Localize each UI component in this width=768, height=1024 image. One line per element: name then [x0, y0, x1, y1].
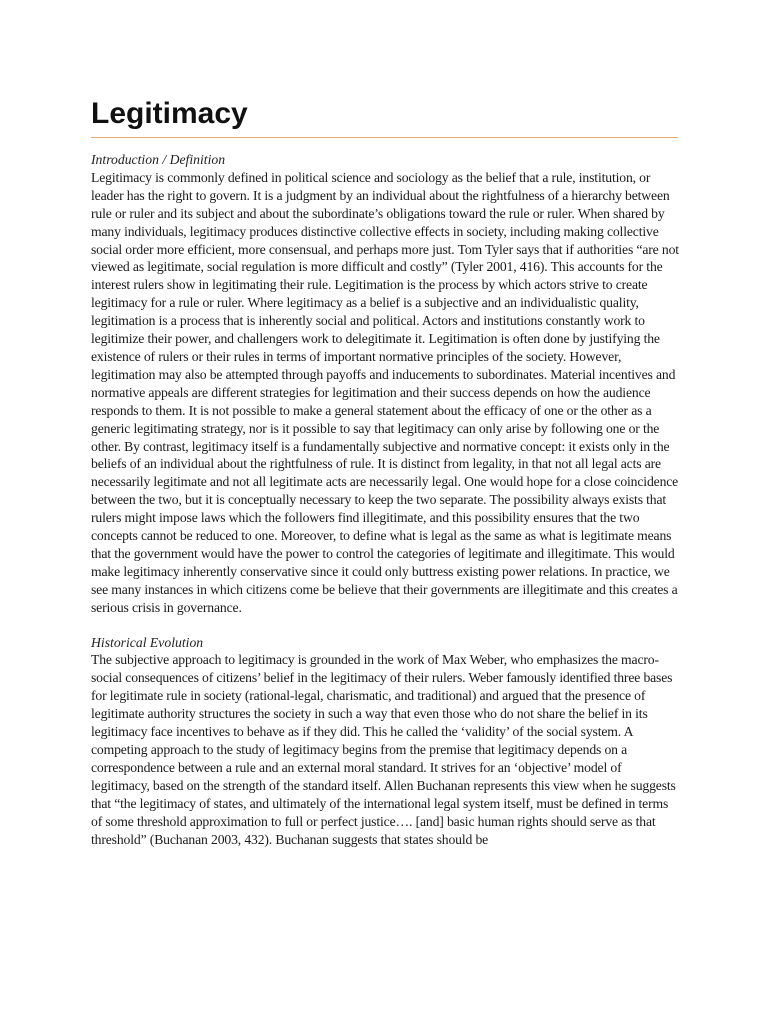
document-title: Legitimacy	[91, 97, 248, 130]
document-body	[91, 151, 681, 848]
section-heading: Historical Evolution	[91, 634, 204, 650]
section-heading: Introduction / Definition	[91, 152, 226, 167]
section-paragraph: Legitimacy is commonly defined in political science and sociology as the belief that a rule, institution, or leader has the right to govern. It is a judgment by an individual about the rightfulness of a hierarchy between rule or ruler and its subject and about the subordinate’s obligations toward the rule or ruler. When shared by many individuals, legitimacy produces distinctive collective effects in society, including making collective social order more efficient, more consensual, and perhaps more just. Tom Tyler says that if authorities “are not viewed as legitimate, social regulation is more difficult and costly” (Tyler 2001, 416). This accounts for the interest rulers show in legitimating their rule. Legitimation is the process by which actors strive to create legitimacy for a rule or ruler. Where legitimacy as a belief is a subjective and an individualistic quality, legitimation is a process that is inherently social and political. Actors and institutions constantly work to legitimize their power, and challengers work to delegitimate it. Legitimation is often done by justifying the existence of rulers or their rules in terms of important normative principles of the society. However, legitimation may also be attempted through payoffs and inducements to subordinates. Material incentives and normative appeals are different strategies for legitimation and their success depends on how the audience responds to them. It is not possible to make a general statement about the efficacy of one or the other as a generic legitimating strategy, nor is it possible to say that legitimacy can only arise by following one or the other. By contrast, legitimacy itself is a fundamentally subjective and normative concept: it exists only in the beliefs of an individual about the rightfulness of rule. It is distinct from legality, in that not all legal acts are necessarily legitimate and not all legitimate acts are necessarily legal. One would hope for a close coincidence between the two, but it is conceptually necessary to keep the two separate. The possibility always exists that rulers might impose laws which the followers find illegitimate, and this possibility ensures that the two concepts cannot be reduced to one. Moreover, to define what is legal as the same as what is legitimate means that the government would have the power to control the categories of legitimate and illegitimate. This would make legitimacy inherently conservative since it could only buttress existing power relations. In practice, we see many instances in which citizens come be believe that their governments are illegitimate and this creates a serious crisis in governance.	[91, 169, 679, 615]
section-spacer	[91, 617, 681, 634]
section-introduction	[91, 151, 681, 617]
title-divider	[91, 137, 678, 138]
section-historical-evolution	[91, 634, 681, 849]
section-paragraph: The subjective approach to legitimacy is grounded in the work of Max Weber, who emphasizes the macro-social consequences of citizens’ belief in the legitimacy of their rulers. Weber famously identified three bases for legitimate rule in society (rational-legal, charismatic, and traditional) and argued that the presence of legitimate authority structures the society in such a way that even those who do not share the belief in its legitimacy face incentives to behave as if they did. This he called the ‘validity’ of the social system. A competing approach to the study of legitimacy begins from the premise that legitimacy depends on a correspondence between a rule and an external moral standard. It strives for an ‘objective’ model of legitimacy, based on the strength of the standard itself. Allen Buchanan represents this view when he suggests that “the legitimacy of states, and ultimately of the international legal system itself, must be defined in terms of some threshold approximation to full or perfect justice…. [and] basic human rights should serve as that threshold” (Buchanan 2003, 432). Buchanan suggests that states should be	[91, 652, 676, 847]
